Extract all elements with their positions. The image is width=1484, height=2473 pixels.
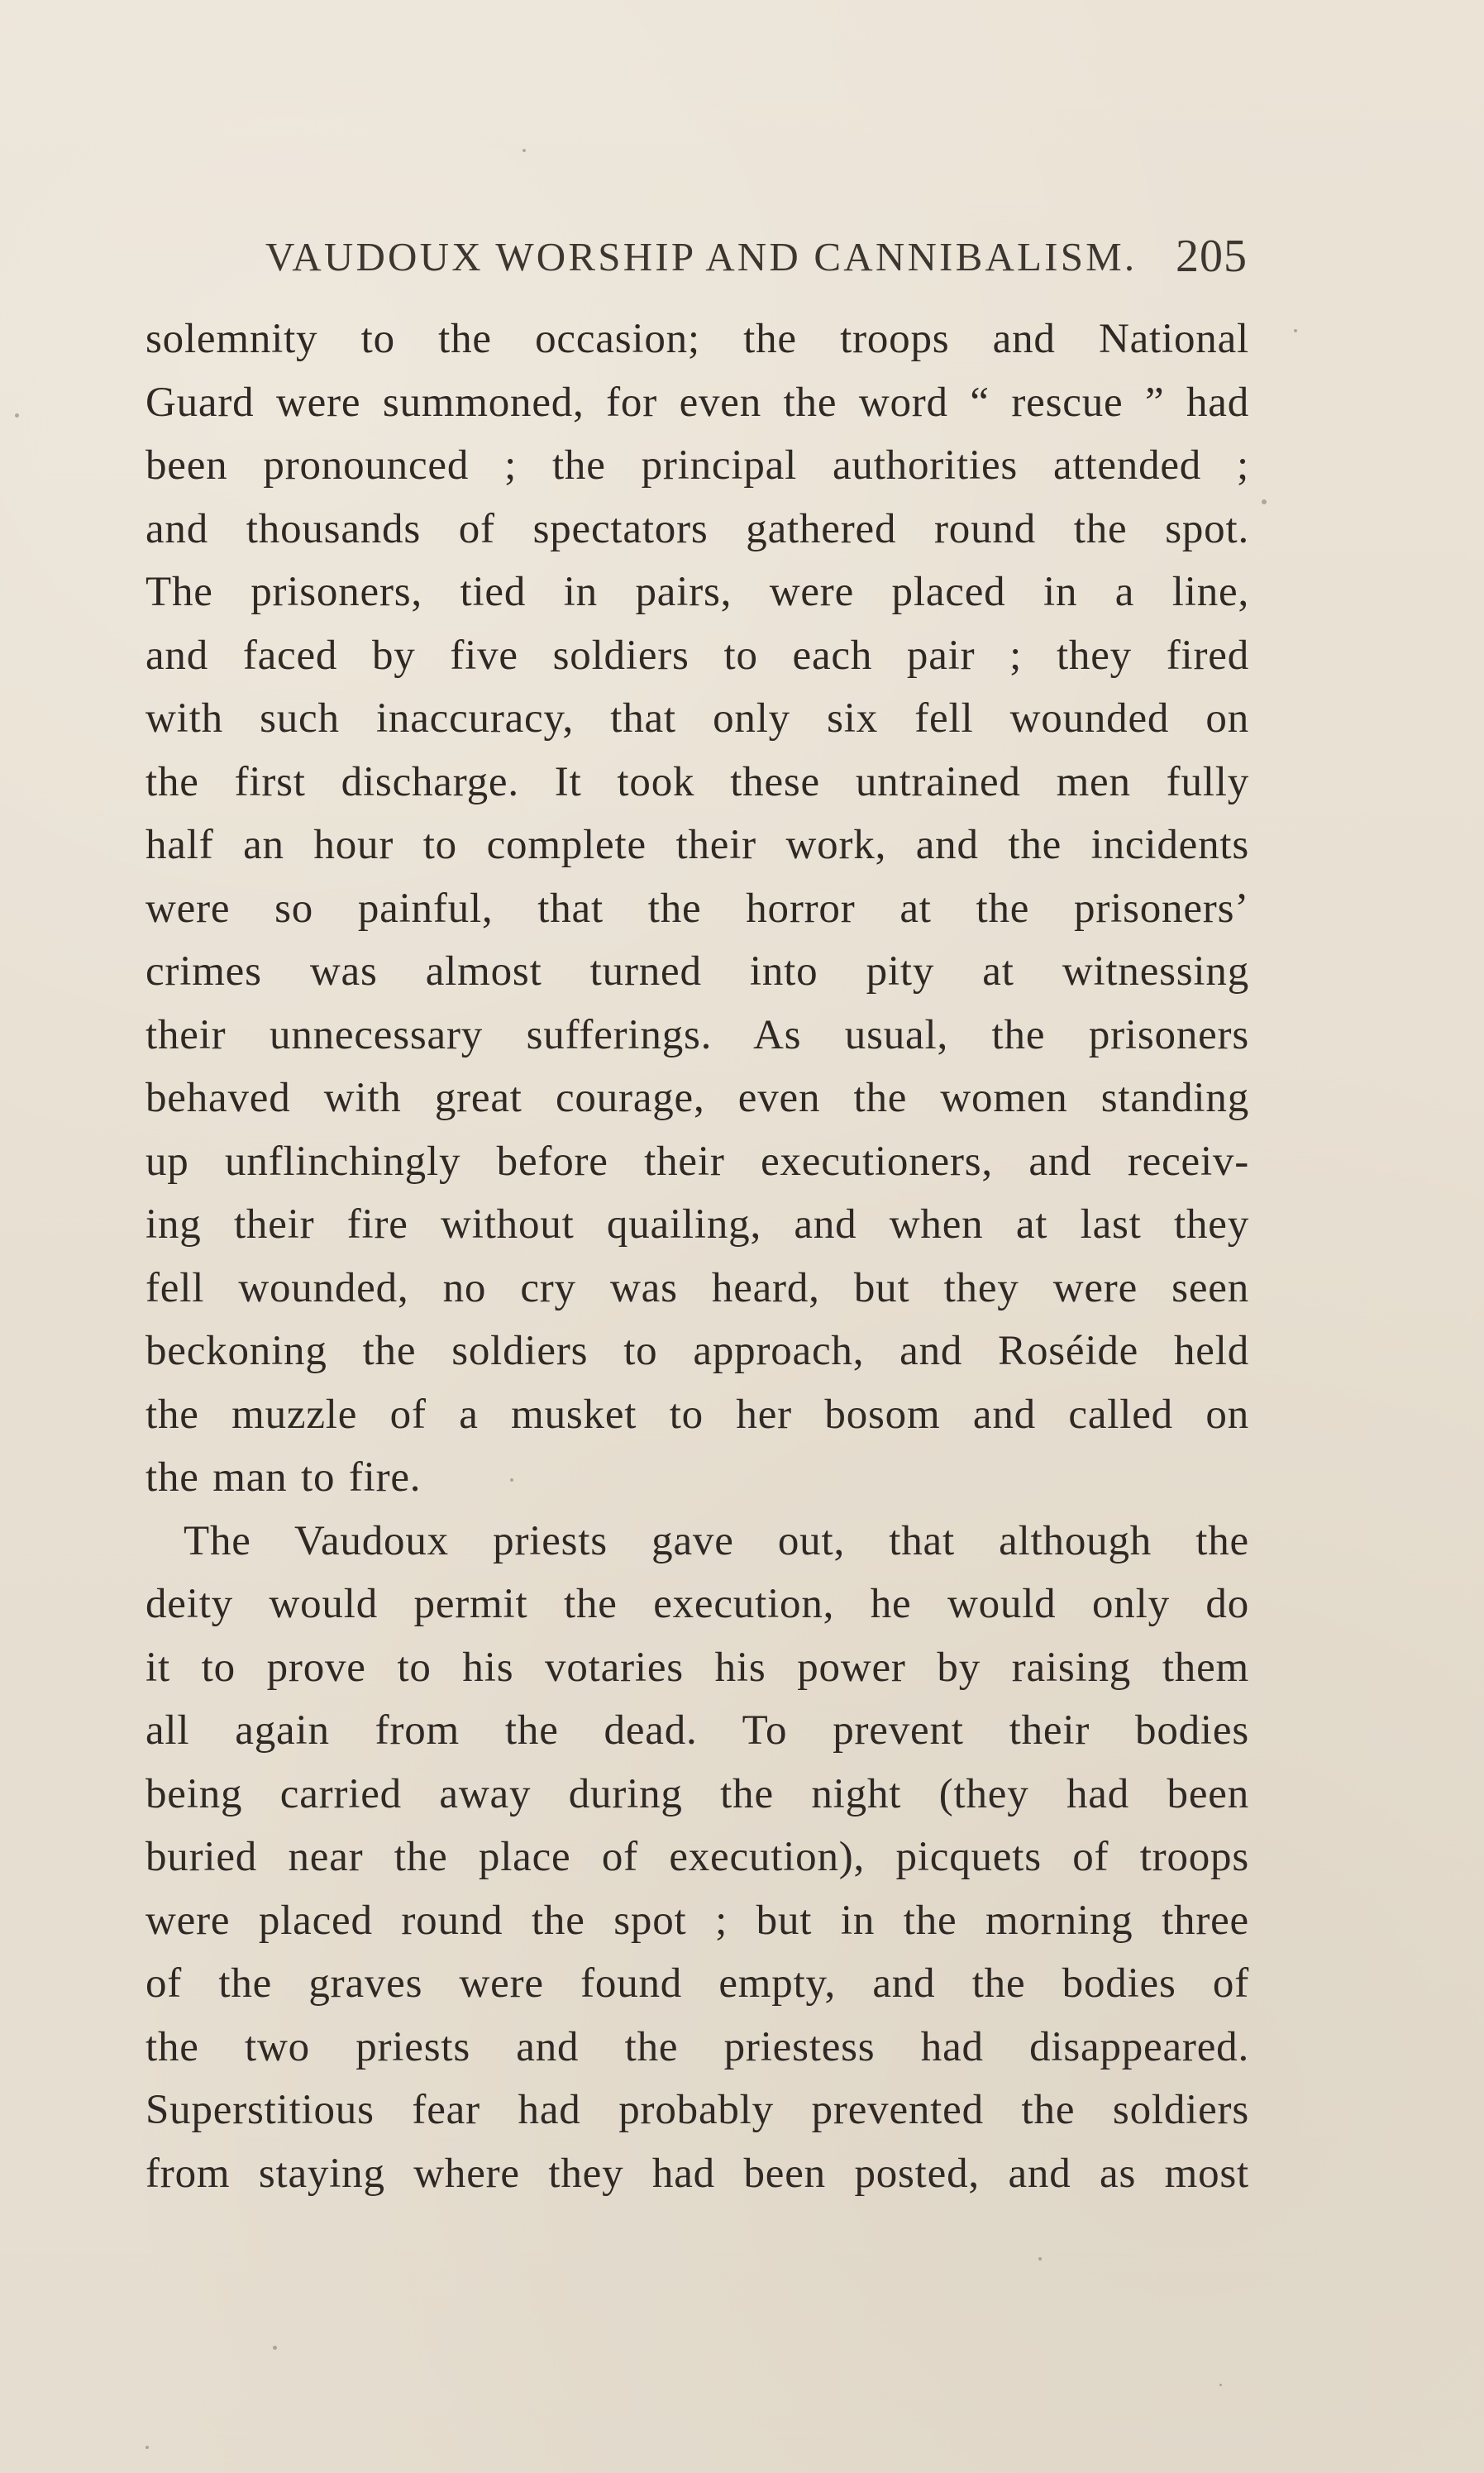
text-line: up unflinchingly before their executioners, and receiv- <box>146 1138 1249 1185</box>
text-line: buried near the place of execution), picquets of troops <box>146 1834 1249 1880</box>
text-line: the two priests and the priestess had disappeared. <box>146 2023 1249 2070</box>
text-line: behaved with great courage, even the women standing <box>146 1075 1249 1121</box>
text-line: and faced by five soldiers to each pair ; they fired <box>146 632 1249 679</box>
paragraph-start-line: The Vaudoux priests gave out, that although the <box>184 1517 1249 1564</box>
paper-speck <box>15 413 19 418</box>
text-line: being carried away during the night (they had been <box>146 1770 1249 1817</box>
text-line: half an hour to complete their work, and the incidents <box>146 822 1249 868</box>
text-line: from staying where they had been posted, and as most <box>146 2150 1249 2197</box>
text-line: and thousands of spectators gathered round the spot. <box>146 505 1249 552</box>
text-line: Guard were summoned, for even the word “ rescue ” had <box>146 379 1249 426</box>
text-line: crimes was almost turned into pity at witnessing <box>146 948 1249 995</box>
text-line: their unnecessary sufferings. As usual, the prisoners <box>146 1011 1249 1058</box>
text-line: The prisoners, tied in pairs, were placed in a line, <box>146 569 1249 615</box>
text-line: the muzzle of a musket to her bosom and called on <box>146 1391 1249 1438</box>
text-line: ing their fire without quailing, and when at last they <box>146 1201 1249 1248</box>
text-line: solemnity to the occasion; the troops and National <box>146 316 1249 362</box>
text-line: deity would permit the execution, he would only do <box>146 1581 1249 1627</box>
paper-speck <box>523 149 526 152</box>
text-line: all again from the dead. To prevent their bodies <box>146 1707 1249 1754</box>
paragraph-end-line: the man to fire. <box>146 1454 422 1501</box>
text-line: fell wounded, no cry was heard, but they were seen <box>146 1264 1249 1311</box>
text-line: been pronounced ; the principal authorities attended ; <box>146 442 1249 489</box>
text-line: were placed round the spot ; but in the morning three <box>146 1897 1249 1944</box>
text-line: the first discharge. It took these untrained men fully <box>146 758 1249 805</box>
paper-speck <box>273 2346 277 2350</box>
running-header <box>265 233 1248 291</box>
text-line: it to prove to his votaries his power by raising them <box>146 1644 1249 1691</box>
page-number: 205 <box>1176 231 1248 282</box>
text-line: beckoning the soldiers to approach, and Roséide held <box>146 1328 1249 1374</box>
running-title: VAUDOUX WORSHIP AND CANNIBALISM. <box>265 234 1138 279</box>
text-line: Superstitious fear had probably prevented the soldiers <box>146 2087 1249 2133</box>
paper-speck <box>1294 329 1297 332</box>
paper-speck <box>510 1478 513 1482</box>
text-line: were so painful, that the horror at the prisoners’ <box>146 885 1249 932</box>
paper-speck <box>146 2446 149 2449</box>
text-line: of the graves were found empty, and the bodies of <box>146 1960 1249 2007</box>
body-text <box>146 308 1249 2205</box>
text-line: with such inaccuracy, that only six fell wounded on <box>146 695 1249 742</box>
paper-speck <box>1038 2257 1042 2261</box>
paper-speck <box>1219 2384 1222 2386</box>
paper-speck <box>1262 499 1267 504</box>
